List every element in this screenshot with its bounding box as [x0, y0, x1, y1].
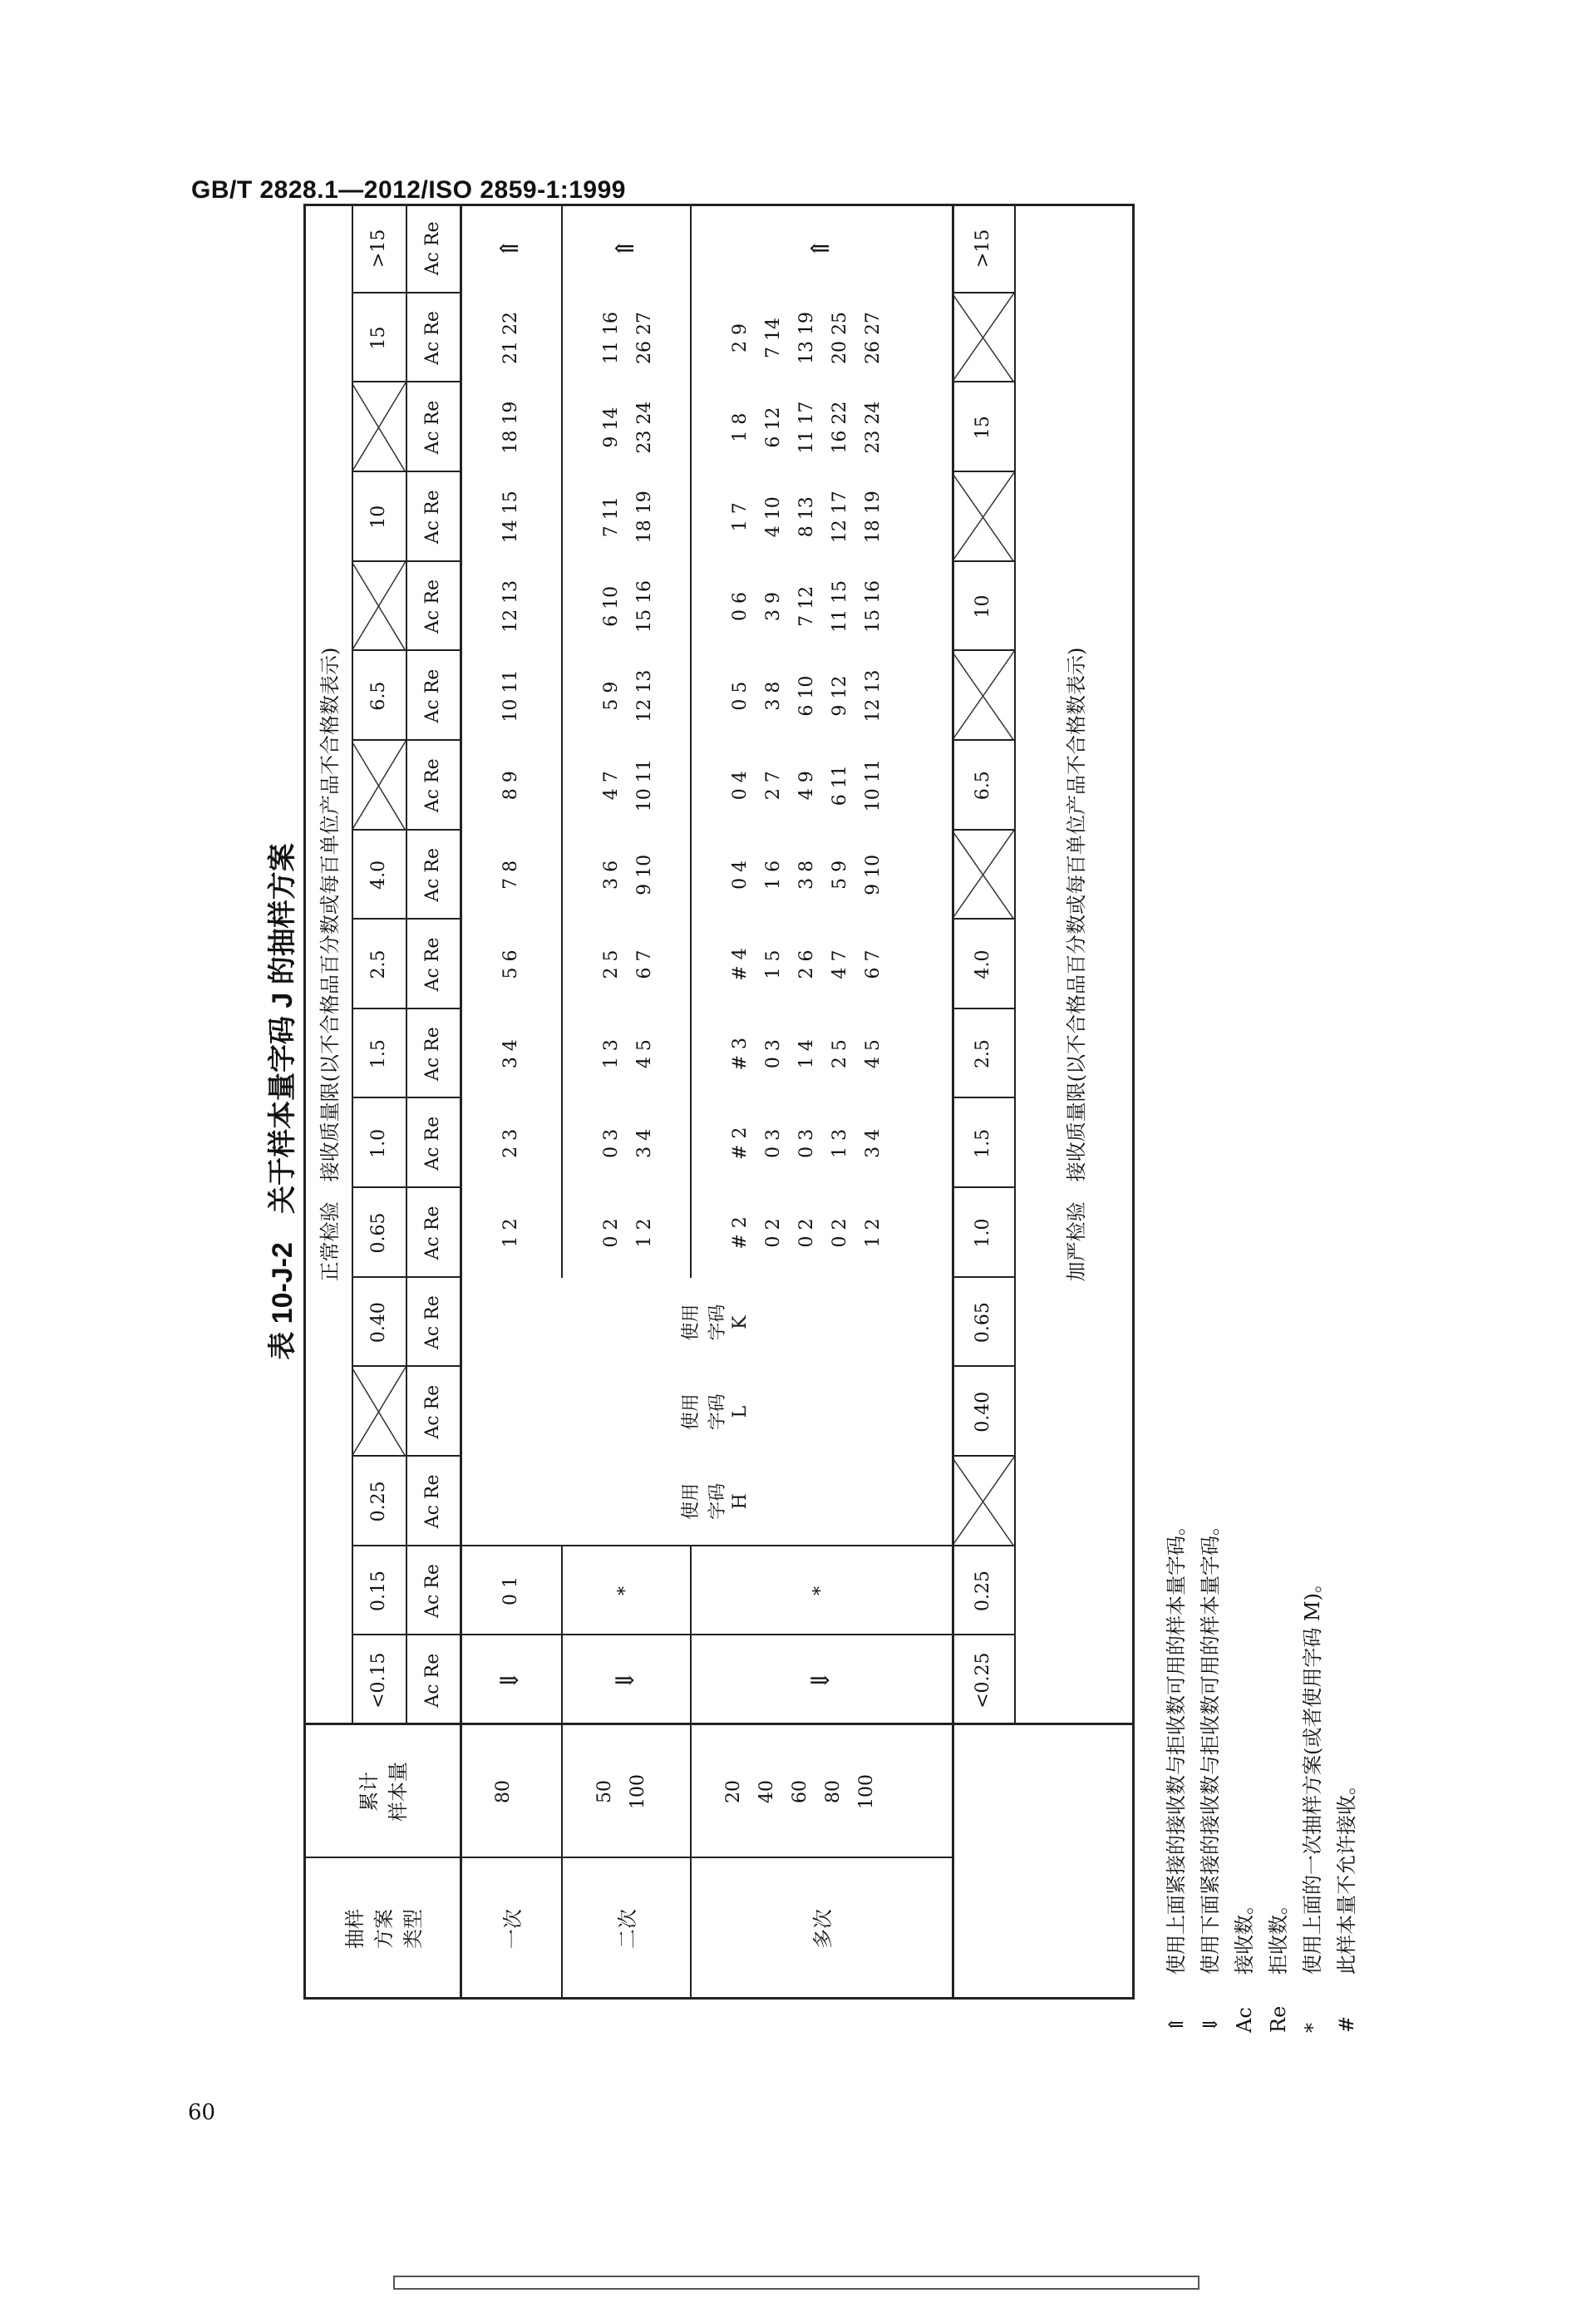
multiple-plan-cell: # 4 — [729, 948, 751, 981]
use-code-cell — [565, 1457, 756, 1546]
sample-size-value: 40 — [756, 1780, 777, 1803]
multiple-plan-cell: 2 7 — [762, 771, 784, 801]
multiple-plan-cell: 6 11 — [829, 765, 850, 806]
multiple-plan-cell: 3 9 — [762, 591, 784, 621]
double-plan-cell: 5 9 — [600, 681, 622, 711]
double-plan-cell: 18 19 — [633, 491, 655, 544]
sample-size-value: 50 — [594, 1780, 615, 1803]
cumulative-size-header — [303, 1725, 460, 1858]
plan-type-header-line: 类型 — [401, 1909, 425, 1949]
aql-empty-cross — [352, 382, 406, 472]
note-symbol: Re — [1267, 2005, 1290, 2033]
multiple-plan-star: * — [810, 1586, 831, 1596]
multiple-plan-cell: 4 7 — [829, 949, 850, 979]
grid-line-v — [952, 649, 1014, 651]
multiple-plan-cell: 6 12 — [762, 407, 784, 448]
grid-line-h — [690, 1546, 692, 2000]
multiple-plan-cell: 3 8 — [762, 681, 784, 711]
sampling-plan-table — [303, 204, 1135, 2000]
multiple-plan-cell: 1 2 — [862, 1218, 884, 1248]
multiple-plan-cell: 1 3 — [829, 1128, 850, 1158]
note-item — [1330, 1775, 1359, 2033]
aql-header-cell: 0.40 — [368, 1302, 389, 1344]
tightened-aql-cell: 4.0 — [973, 949, 993, 979]
aql-header-cell: 6.5 — [368, 681, 389, 711]
note-symbol: ⇑ — [1165, 2015, 1188, 2033]
multiple-plan-cell: 1 6 — [762, 860, 784, 890]
multiple-plan-cell: 7 12 — [796, 585, 817, 627]
multiple-plan-arrow: ⇑ — [805, 238, 835, 259]
note-text: 此样本量不允许接收。 — [1335, 1775, 1358, 1975]
ac-re-header-cell: Ac Re — [422, 490, 443, 545]
aql-header-cell: <0.15 — [368, 1652, 389, 1709]
multiple-plan-cell: 2 6 — [796, 949, 817, 979]
note-text: 拒收数。 — [1267, 1895, 1290, 1975]
double-plan-cell: 6 10 — [600, 585, 622, 627]
tightened-aql-cell: 10 — [973, 594, 993, 619]
multiple-plan-cell: 12 13 — [862, 669, 884, 722]
grid-line-h — [561, 1546, 563, 2000]
note-item — [1262, 1895, 1291, 2033]
use-code-cell — [565, 1278, 756, 1368]
multiple-plan-cell: 6 10 — [796, 675, 817, 717]
double-plan-arrow: ⇑ — [610, 238, 640, 259]
double-plan-cell: 4 7 — [600, 771, 622, 801]
note-text: 使用下面紧接的接收数与拒收数可用的样本量字码。 — [1199, 1516, 1222, 1975]
use-code-text: 字码 — [707, 1304, 728, 1341]
note-text: 使用上面的一次抽样方案(或者使用字码 M)。 — [1301, 1573, 1324, 1975]
single-plan-cell: 14 15 — [500, 491, 521, 544]
ac-re-header-cell: Ac Re — [422, 937, 443, 992]
page-bottom-bar — [393, 2276, 1199, 2290]
ac-re-header-cell: Ac Re — [422, 1206, 443, 1260]
multiple-plan-arrow: ⇓ — [805, 1669, 835, 1691]
grid-line-v — [952, 1455, 1014, 1457]
plan-type-cell: 二次 — [616, 1909, 639, 1949]
double-plan-cell: 26 27 — [633, 311, 655, 364]
tightened-aql-empty-cross — [952, 472, 1014, 562]
aql-header-cell: >15 — [368, 229, 389, 269]
grid-line-h — [352, 204, 353, 1725]
multiple-plan-cell: 20 25 — [829, 311, 850, 364]
multiple-plan-cell: 4 9 — [796, 771, 817, 801]
single-plan-cell: 8 9 — [500, 771, 521, 801]
grid-line-h — [1014, 204, 1016, 1725]
note-item — [1160, 1516, 1189, 2033]
multiple-plan-cell: 15 16 — [862, 579, 884, 633]
multiple-plan-cell: 0 4 — [729, 771, 751, 801]
double-plan-cell: 0 3 — [600, 1128, 622, 1158]
note-symbol: ⇓ — [1199, 2015, 1222, 2033]
use-code-text: 字码 — [707, 1482, 728, 1520]
grid-line-h — [690, 204, 692, 1278]
tightened-aql-cell: 6.5 — [973, 771, 993, 801]
multiple-plan-cell: # 2 — [729, 1127, 751, 1161]
grid-line-v — [952, 1008, 1014, 1009]
note-symbol: Ac — [1233, 2007, 1256, 2033]
grid-line-h — [406, 204, 407, 1725]
ac-re-header-cell: Ac Re — [422, 668, 443, 723]
aql-empty-cross — [352, 741, 406, 831]
double-plan-cell: 10 11 — [633, 759, 655, 812]
aql-header-cell: 4.0 — [368, 860, 389, 890]
use-code-text: L — [730, 1405, 751, 1418]
tightened-aql-cell: 15 — [973, 416, 993, 440]
tightened-aql-cell: 0.40 — [973, 1391, 993, 1433]
aql-header-cell: 0.65 — [368, 1212, 389, 1254]
multiple-plan-cell: 1 5 — [762, 949, 784, 979]
multiple-plan-cell: 1 4 — [796, 1039, 817, 1069]
multiple-plan-cell: # 3 — [729, 1037, 751, 1071]
multiple-plan-cell: 10 11 — [862, 759, 884, 812]
cumulative-size-cell — [460, 1725, 561, 1858]
cumulative-size-cell — [561, 1725, 690, 1858]
use-code-text: 字码 — [707, 1393, 728, 1431]
grid-line-v — [952, 1276, 1014, 1278]
note-item — [1228, 1895, 1257, 2033]
double-plan-cell: 6 7 — [633, 949, 655, 979]
tightened-aql-cell: <0.25 — [973, 1652, 993, 1709]
multiple-plan-cell: 6 7 — [862, 949, 884, 979]
ac-re-header-cell: Ac Re — [422, 1653, 443, 1708]
multiple-plan-cell: 12 17 — [829, 491, 850, 544]
double-plan-cell: 15 16 — [633, 579, 655, 633]
table-title: 表 10-J-2 关于样本量字码 J 的抽样方案 — [267, 843, 298, 1360]
double-plan-cell: 12 13 — [633, 669, 655, 722]
multiple-plan-cell: 2 5 — [829, 1039, 850, 1069]
use-code-cell — [565, 1367, 756, 1457]
plan-type-cell: 一次 — [500, 1909, 525, 1949]
multiple-plan-cell: 18 19 — [862, 491, 884, 544]
aql-empty-cross — [352, 562, 406, 652]
grid-line-v — [952, 1097, 1014, 1098]
use-code-text: 使用 — [681, 1393, 702, 1431]
plan-type-header-line: 抽样 — [342, 1909, 367, 1949]
grid-line-v — [460, 1634, 952, 1635]
grid-line-v — [952, 918, 1014, 920]
aql-header-cell: 1.0 — [368, 1128, 389, 1158]
multiple-plan-cell: 11 15 — [829, 579, 850, 633]
double-plan-cell: 2 5 — [600, 949, 622, 979]
multiple-plan-cell: 0 6 — [729, 591, 751, 621]
multiple-plan-cell: 0 3 — [796, 1128, 817, 1158]
single-plan-cell: 0 1 — [500, 1576, 521, 1606]
tightened-aql-cell: 1.0 — [973, 1218, 993, 1248]
tightened-aql-cell: >15 — [973, 229, 993, 269]
multiple-plan-cell: 7 14 — [762, 317, 784, 358]
grid-line-v — [952, 1186, 1014, 1188]
rotated-table-frame — [249, 204, 1139, 2000]
ac-re-header-cell: Ac Re — [422, 400, 443, 455]
grid-line-v — [303, 1723, 1135, 1725]
single-plan-cell: 3 4 — [500, 1039, 521, 1069]
multiple-plan-cell: 11 17 — [796, 401, 817, 454]
tightened-aql-empty-cross — [952, 293, 1014, 383]
double-plan-cell: 7 11 — [600, 496, 622, 538]
single-plan-cell: 12 13 — [500, 579, 521, 633]
tightened-aql-empty-cross — [952, 651, 1014, 741]
grid-line-v — [952, 292, 1014, 293]
plan-type-cell: 多次 — [811, 1909, 835, 1949]
grid-line-h — [460, 204, 462, 2000]
aql-header-cell: 1.5 — [368, 1039, 389, 1069]
tightened-aql-cell: 2.5 — [973, 1039, 993, 1069]
double-plan-cell: 11 16 — [600, 311, 622, 364]
sample-size-value: 80 — [823, 1780, 844, 1803]
tightened-aql-empty-cross — [952, 831, 1014, 920]
multiple-plan-cell: 1 7 — [729, 502, 751, 532]
ac-re-header-cell: Ac Re — [422, 579, 443, 634]
multiple-plan-cell: 5 9 — [829, 860, 850, 890]
cumulative-size-cell — [690, 1725, 952, 1858]
multiple-plan-cell: 9 12 — [829, 675, 850, 717]
single-plan-cell: ⇓ — [495, 1669, 525, 1691]
document-header: GB/T 2828.1—2012/ISO 2859-1:1999 — [191, 176, 626, 204]
double-plan-cell: 23 24 — [633, 401, 655, 454]
single-plan-cell: ⇑ — [495, 238, 525, 259]
use-code-text: 使用 — [681, 1304, 702, 1341]
grid-line-v — [952, 381, 1014, 382]
multiple-plan-cell: 23 24 — [862, 401, 884, 454]
grid-line-v — [952, 739, 1014, 741]
double-plan-cell: 1 2 — [633, 1218, 655, 1248]
sample-size-value: 20 — [723, 1780, 744, 1803]
multiple-plan-cell: 0 2 — [796, 1218, 817, 1248]
aql-empty-cross — [352, 1367, 406, 1457]
cumulative-size-header-line: 样本量 — [387, 1762, 410, 1822]
aql-header-cell: 0.25 — [368, 1481, 389, 1522]
grid-line-h — [561, 204, 563, 1278]
double-plan-cell: 0 2 — [600, 1218, 622, 1248]
normal-inspection-caption: 正常检验 接收质量限(以不合格品百分数或每百单位产品不合格数表示) — [318, 647, 342, 1282]
multiple-plan-cell: 0 4 — [729, 860, 751, 890]
tightened-aql-cell: 1.5 — [973, 1128, 993, 1158]
note-symbol: # — [1335, 2015, 1358, 2033]
note-item — [1296, 1573, 1325, 2033]
multiple-plan-cell: 4 5 — [862, 1039, 884, 1069]
sample-size-value: 80 — [493, 1780, 514, 1803]
multiple-plan-cell: 0 5 — [729, 681, 751, 711]
note-symbol: * — [1301, 2023, 1324, 2033]
multiple-plan-cell: 9 10 — [862, 854, 884, 895]
ac-re-header-cell: Ac Re — [422, 1295, 443, 1349]
multiple-plan-cell: 8 13 — [796, 496, 817, 538]
single-plan-cell: 21 22 — [500, 311, 521, 364]
single-plan-cell: 5 6 — [500, 949, 521, 979]
grid-line-v — [952, 471, 1014, 472]
double-plan-cell: 9 14 — [600, 407, 622, 448]
tightened-aql-cell: 0.25 — [973, 1571, 993, 1612]
note-text: 接收数。 — [1233, 1895, 1256, 1975]
double-plan-cell: 9 10 — [633, 854, 655, 895]
ac-re-header-cell: Ac Re — [422, 1384, 443, 1439]
double-plan-cell: 3 4 — [633, 1128, 655, 1158]
multiple-plan-cell: 13 19 — [796, 311, 817, 364]
ac-re-header-cell: Ac Re — [422, 1474, 443, 1529]
multiple-plan-cell: 1 8 — [729, 412, 751, 442]
note-text: 使用上面紧接的接收数与拒收数可用的样本量字码。 — [1165, 1516, 1188, 1975]
ac-re-header-cell: Ac Re — [422, 1116, 443, 1171]
grid-line-v — [952, 1634, 1014, 1635]
use-code-text: H — [730, 1493, 751, 1510]
grid-line-v — [952, 1545, 1014, 1546]
use-code-text: 使用 — [681, 1482, 702, 1520]
double-plan-star: * — [615, 1586, 636, 1596]
sample-size-value: 100 — [628, 1774, 648, 1809]
single-plan-cell: 18 19 — [500, 401, 521, 454]
plan-type-header-line: 方案 — [372, 1909, 396, 1949]
single-plan-cell: 10 11 — [500, 669, 521, 722]
double-plan-arrow: ⇓ — [610, 1669, 640, 1691]
multiple-plan-cell: 0 3 — [762, 1128, 784, 1158]
multiple-plan-cell: 4 10 — [762, 496, 784, 538]
tightened-aql-cell: 0.65 — [973, 1302, 993, 1344]
grid-line-v — [460, 1545, 952, 1546]
grid-line-h — [952, 204, 954, 2000]
multiple-plan-cell: 0 2 — [829, 1218, 850, 1248]
multiple-plan-cell: 0 3 — [762, 1039, 784, 1069]
ac-re-header-cell: Ac Re — [422, 1564, 443, 1618]
aql-header-cell: 0.15 — [368, 1571, 389, 1612]
note-item — [1194, 1516, 1223, 2033]
tightened-inspection-caption: 加严检验 接收质量限(以不合格品百分数或每百单位产品不合格数表示) — [1065, 647, 1088, 1282]
single-plan-cell: 2 3 — [500, 1128, 521, 1158]
multiple-plan-cell: 3 4 — [862, 1128, 884, 1158]
aql-header-cell: 15 — [368, 326, 389, 350]
double-plan-cell: 4 5 — [633, 1039, 655, 1069]
ac-re-header-cell: Ac Re — [422, 847, 443, 902]
multiple-plan-cell: # 2 — [729, 1216, 751, 1250]
ac-re-header-cell: Ac Re — [422, 758, 443, 813]
sample-size-value: 60 — [790, 1780, 810, 1803]
tightened-aql-empty-cross — [952, 1457, 1014, 1546]
multiple-plan-cell: 26 27 — [862, 311, 884, 364]
double-plan-cell: 1 3 — [600, 1039, 622, 1069]
use-code-text: K — [730, 1315, 751, 1329]
grid-line-v — [952, 829, 1014, 831]
grid-line-v — [303, 1857, 952, 1858]
multiple-plan-cell: 0 2 — [762, 1218, 784, 1248]
single-plan-cell: 1 2 — [500, 1218, 521, 1248]
ac-re-header-cell: Ac Re — [422, 311, 443, 365]
plan-type-header — [303, 1858, 460, 2000]
ac-re-header-cell: Ac Re — [422, 221, 443, 276]
multiple-plan-cell: 2 9 — [729, 323, 751, 353]
ac-re-header-cell: Ac Re — [422, 1027, 443, 1082]
aql-header-cell: 2.5 — [368, 949, 389, 979]
page-number: 60 — [188, 2100, 216, 2125]
sample-size-value: 100 — [856, 1774, 877, 1809]
double-plan-cell: 3 6 — [600, 860, 622, 890]
single-plan-cell: 7 8 — [500, 860, 521, 890]
grid-line-v — [952, 1365, 1014, 1367]
multiple-plan-cell: 16 22 — [829, 401, 850, 454]
multiple-plan-cell: 3 8 — [796, 860, 817, 890]
cumulative-size-header-line: 累计 — [357, 1772, 381, 1812]
grid-line-v — [952, 560, 1014, 562]
aql-header-cell: 10 — [368, 505, 389, 529]
